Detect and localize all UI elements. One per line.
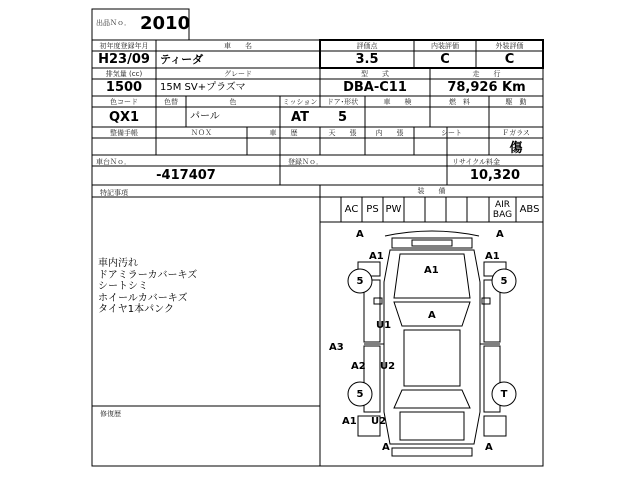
recycle-fee-value: 10,320 [469,168,521,183]
note-item: ドアミラーカバーキズ [98,269,198,281]
note-item: タイヤ1本パンク [98,304,174,315]
damage-mark: T [500,388,508,400]
note-item: シートシミ [98,281,148,292]
drive-label: 駆 動 [505,97,527,106]
damage-mark: A1 [369,251,384,262]
car-name-label: 車 名 [224,41,252,50]
damage-mark: 5 [500,275,508,287]
equip-abs: ABS [519,204,540,215]
damage-mark: A1 [424,265,439,276]
inspection-label: 車 検 [383,97,412,106]
interior-score-label: 内装評価 [431,41,459,50]
color-label: 色 [229,97,237,106]
color-code-label: 色コード [110,97,138,106]
equip-ps: PS [366,204,379,215]
transmission-value: AT [291,109,309,125]
damage-mark: 5 [356,388,364,400]
f-glass-value: 傷 [509,141,523,156]
transmission-label: ミッション [282,97,318,106]
sunroof-label: 天 張 [328,128,357,137]
repair-history-label: 修復歴 [100,410,121,418]
score-value: 3.5 [355,52,379,67]
color-swap-label: 色替 [164,97,178,106]
first-registration-label: 初年度登録年月 [99,41,149,50]
car-name-value: ティーダ [160,53,204,66]
displacement-value: 1500 [105,80,143,95]
exterior-score-value: C [504,52,515,67]
damage-mark: A [428,310,436,321]
equip-pw: PW [385,204,402,215]
doors-value: 5 [337,109,348,125]
grade-label: グレード [224,69,252,78]
model-label: 型 式 [361,69,389,78]
recycle-fee-label: リサイクル料金 [452,158,501,166]
damage-mark: A [356,229,364,240]
fuel-label: 燃 料 [449,97,470,106]
mileage-label: 走 行 [472,69,501,78]
special-notes-label: 特記事項 [100,189,128,197]
first-registration-value: H23/09 [98,52,150,67]
damage-mark: U1 [376,320,392,331]
grade-value: 15M SV+プラズマ [160,82,246,93]
color-value: パール [190,111,220,122]
displacement-label: 排気量 (cc) [105,69,143,78]
damage-mark: A [382,442,390,453]
reg-no-label: 登録Ｎｏ． [288,158,323,166]
chassis-no-label: 車台Ｎｏ． [96,158,131,166]
f-glass-label: Ｆガラス [502,128,530,137]
damage-mark: 5 [356,275,364,287]
damage-mark: A3 [329,342,344,353]
car-damage-diagram [320,222,543,466]
score-label: 評価点 [356,41,378,50]
model-value: DBA-C11 [343,80,407,95]
damage-mark: A [496,229,504,240]
special-notes-list [98,258,197,316]
mileage-value: 78,926 Km [447,80,526,95]
exterior-score-label: 外装評価 [495,41,524,50]
seat-label: シート [441,128,462,137]
doors-label: ドア･形状 [326,97,359,106]
damage-mark: U2 [371,416,387,427]
damage-mark: A1 [342,416,357,427]
damage-mark: A1 [485,251,500,262]
lot-number-label: 出品Ｎｏ． [96,19,131,27]
chassis-no-value: -417407 [156,168,216,183]
damage-mark: U2 [380,361,396,372]
note-item: 車内汚れ [98,258,138,269]
nox-label: ＮＯＸ [191,128,212,137]
note-item: ホイールカバーキズ [98,292,188,304]
history-label: 車 歴 [269,128,298,137]
equip-airbag: AIR BAG [492,199,513,220]
equipment-label: 装 備 [417,187,446,195]
interior-trim-label: 内 張 [375,128,404,137]
equip-ac: AC [344,204,359,215]
color-code-value: QX1 [108,109,140,125]
damage-mark: A2 [351,361,366,372]
interior-score-value: C [440,52,450,67]
damage-mark: A [485,442,493,453]
lot-number: 2010 [140,13,191,34]
maintenance-label: 整備手帳 [110,128,138,137]
